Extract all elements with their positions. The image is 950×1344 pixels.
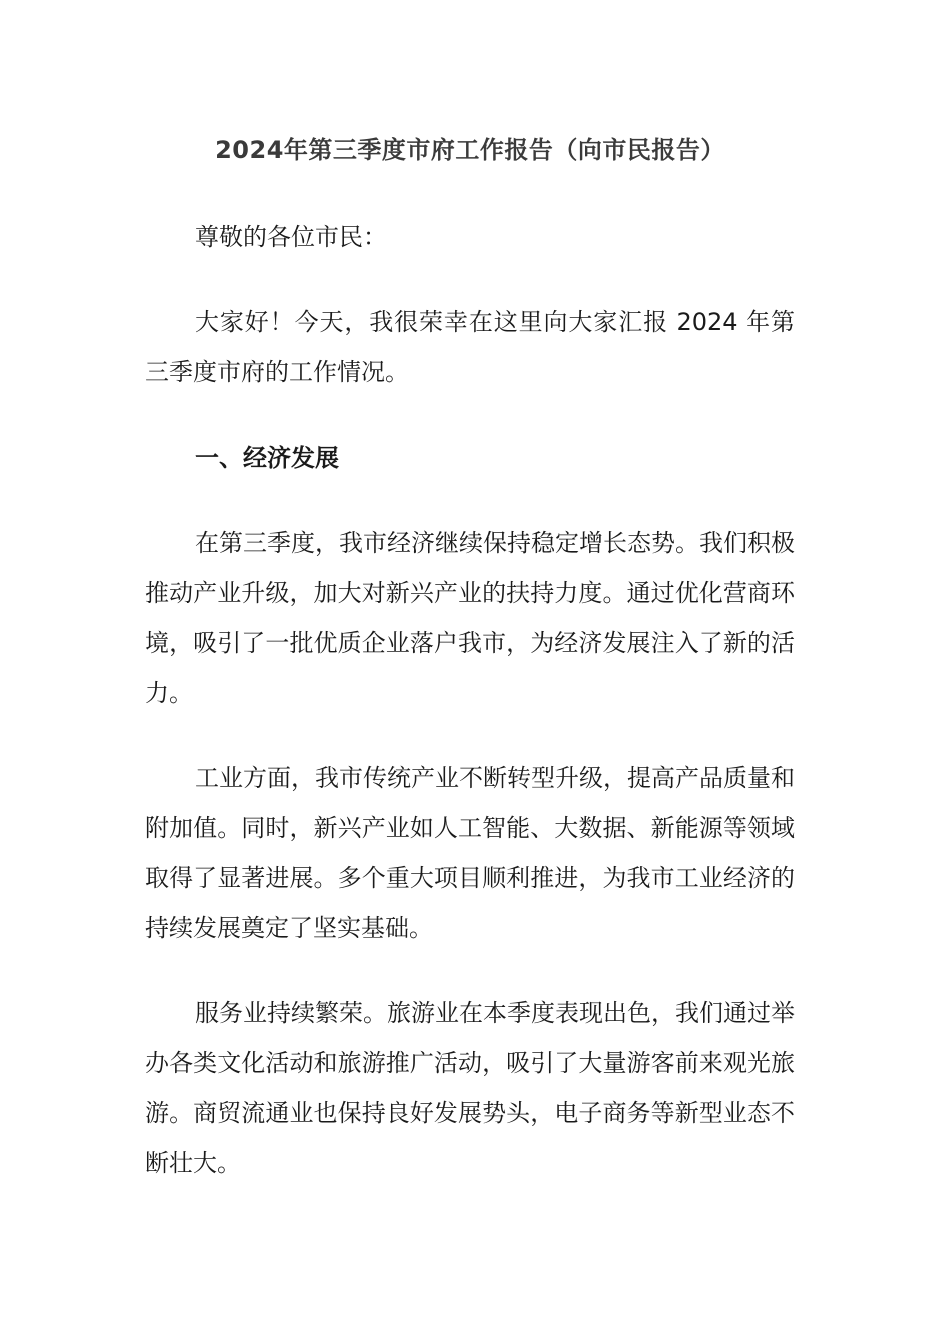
document-title: 2024年第三季度市府工作报告（向市民报告） xyxy=(215,136,725,164)
paragraph-industry: 工业方面，我市传统产业不断转型升级，提高产品质量和附加值。同时，新兴产业如人工智能、大数据、新能源等领域取得了显著进展。多个重大项目顺利推进，为我市工业经济的持续发展奠定了坚实基础。 xyxy=(145,764,795,942)
intro-paragraph: 大家好！今天，我很荣幸在这里向大家汇报 2024 年第三季度市府的工作情况。 xyxy=(145,308,795,386)
salutation: 尊敬的各位市民： xyxy=(195,223,387,251)
paragraph-economy: 在第三季度，我市经济继续保持稳定增长态势。我们积极推动产业升级，加大对新兴产业的扶持力度。通过优化营商环境，吸引了一批优质企业落户我市，为经济发展注入了新的活力。 xyxy=(145,529,795,707)
section-heading-economy: 一、经济发展 xyxy=(195,444,339,472)
paragraph-service: 服务业持续繁荣。旅游业在本季度表现出色，我们通过举办各类文化活动和旅游推广活动，吸引了大量游客前来观光旅游。商贸流通业也保持良好发展势头，电子商务等新型业态不断壮大。 xyxy=(145,999,795,1177)
